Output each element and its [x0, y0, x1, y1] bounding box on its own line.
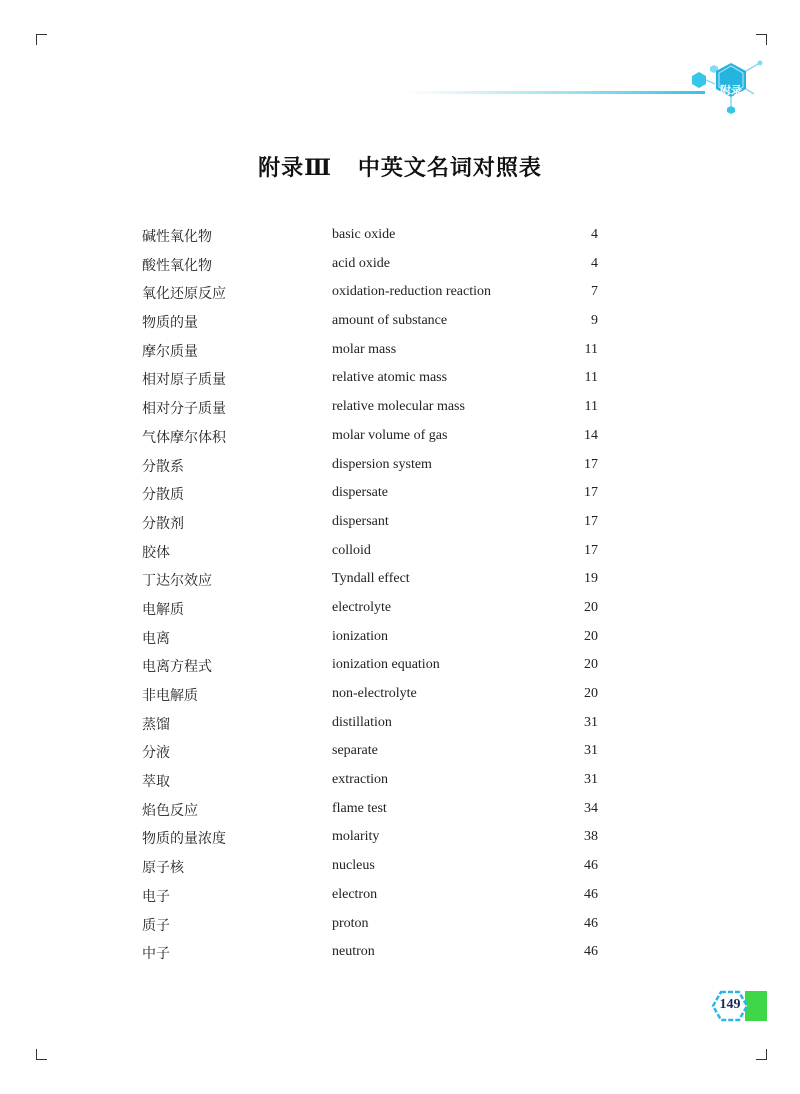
glossary-row — [142, 593, 602, 622]
crop-mark-bottom-right — [756, 1049, 767, 1060]
term-page: 17 — [584, 456, 598, 472]
appendix-badge-label: 附录 — [720, 84, 742, 97]
term-chinese: 碱性氧化物 — [142, 229, 212, 245]
term-page: 11 — [584, 399, 598, 415]
term-chinese: 丁达尔效应 — [142, 573, 212, 590]
term-chinese: 焰色反应 — [142, 802, 198, 819]
term-page: 34 — [584, 800, 598, 816]
term-page: 38 — [584, 829, 598, 845]
term-page: 20 — [584, 628, 598, 644]
term-chinese: 摩尔质量 — [142, 343, 198, 360]
term-english: dispersant — [332, 513, 389, 529]
glossary-row — [142, 880, 602, 909]
glossary-row — [142, 851, 602, 880]
header-gradient-line — [405, 91, 705, 94]
glossary-row — [142, 536, 602, 565]
crop-mark-top-right — [756, 34, 767, 45]
term-chinese: 相对分子质量 — [142, 401, 226, 418]
term-page: 7 — [591, 284, 598, 300]
term-english: dispersion system — [332, 456, 432, 472]
term-page: 20 — [584, 686, 598, 701]
term-chinese: 气体摩尔体积 — [142, 429, 226, 446]
term-page: 46 — [584, 858, 598, 874]
term-chinese: 电离方程式 — [142, 659, 212, 676]
term-page: 19 — [584, 571, 598, 587]
term-chinese: 分散系 — [142, 458, 184, 475]
glossary-row — [142, 794, 602, 823]
term-english: basic oxide — [332, 227, 396, 242]
term-chinese: 非电解质 — [142, 688, 198, 704]
glossary-row — [142, 736, 602, 765]
term-english: ionization — [332, 628, 388, 644]
glossary-row — [142, 306, 602, 335]
glossary-row — [142, 421, 602, 450]
glossary-row — [142, 277, 602, 306]
term-page: 46 — [584, 915, 598, 931]
term-chinese: 电子 — [142, 888, 170, 905]
page-title-part2: 中英文名词对照表 — [357, 154, 542, 181]
term-english: neutron — [332, 944, 375, 960]
term-english: distillation — [332, 714, 392, 730]
term-english: Tyndall effect — [332, 571, 410, 587]
term-page: 20 — [584, 599, 598, 615]
term-english: extraction — [332, 772, 388, 788]
term-page: 31 — [584, 743, 598, 759]
term-chinese: 蒸馏 — [142, 716, 170, 733]
term-chinese: 分散质 — [142, 487, 184, 504]
glossary-row — [142, 909, 602, 938]
glossary-row — [142, 765, 602, 794]
term-page: 14 — [584, 427, 598, 443]
term-chinese: 酸性氧化物 — [142, 257, 212, 274]
term-page: 31 — [584, 714, 598, 730]
term-page: 17 — [584, 542, 598, 558]
glossary-row — [142, 249, 602, 278]
term-english: nucleus — [332, 858, 375, 874]
term-chinese: 氧化还原反应 — [142, 286, 226, 303]
term-chinese: 分液 — [142, 745, 170, 762]
term-english: dispersate — [332, 485, 388, 501]
term-english: electrolyte — [332, 599, 392, 615]
term-english: molarity — [332, 829, 380, 845]
term-english: colloid — [332, 542, 371, 558]
term-chinese: 胶体 — [142, 544, 170, 561]
term-english: relative molecular mass — [332, 399, 465, 415]
term-chinese: 质子 — [142, 917, 170, 934]
glossary-row — [142, 622, 602, 651]
glossary-row — [142, 650, 602, 679]
term-page: 11 — [584, 370, 598, 386]
glossary-row — [142, 822, 602, 851]
term-chinese: 相对原子质量 — [142, 372, 226, 389]
term-page: 9 — [591, 313, 598, 329]
glossary-row — [142, 564, 602, 593]
term-english: oxidation-reduction reaction — [332, 284, 491, 300]
page-title — [0, 151, 800, 182]
glossary-row — [142, 478, 602, 507]
glossary-row — [142, 335, 602, 364]
term-chinese: 萃取 — [142, 774, 170, 791]
term-page: 46 — [584, 944, 598, 960]
glossary-row — [142, 363, 602, 392]
term-chinese: 电解质 — [142, 601, 184, 618]
glossary-row — [142, 220, 602, 249]
term-page: 46 — [584, 886, 598, 902]
term-english: ionization equation — [332, 657, 440, 673]
term-chinese: 物质的量浓度 — [142, 831, 226, 848]
term-english: molar volume of gas — [332, 427, 448, 443]
term-english: amount of substance — [332, 313, 448, 329]
page-edge-tab — [745, 991, 767, 1021]
crop-mark-bottom-left — [36, 1049, 47, 1060]
term-chinese: 原子核 — [142, 860, 184, 877]
glossary-row — [142, 679, 602, 708]
term-english: relative atomic mass — [332, 370, 448, 386]
term-chinese: 分散剂 — [142, 515, 184, 532]
term-english: proton — [332, 915, 369, 931]
glossary-row — [142, 937, 602, 966]
term-page: 31 — [584, 772, 598, 788]
crop-mark-top-left — [36, 34, 47, 45]
term-page: 17 — [584, 485, 598, 501]
term-english: acid oxide — [332, 255, 390, 271]
term-chinese: 中子 — [142, 946, 170, 963]
term-english: separate — [332, 743, 378, 759]
term-english: flame test — [332, 800, 387, 816]
term-english: non-electrolyte — [332, 686, 417, 701]
term-page: 17 — [584, 513, 598, 529]
page-title-part1: 附录Ⅲ — [258, 154, 332, 181]
page-number: 149 — [719, 997, 741, 1012]
glossary-row — [142, 392, 602, 421]
term-page: 11 — [584, 341, 598, 357]
term-page: 4 — [591, 255, 598, 271]
glossary-row — [142, 708, 602, 737]
glossary-row — [142, 507, 602, 536]
term-chinese: 物质的量 — [142, 315, 198, 332]
term-page: 20 — [584, 657, 598, 673]
glossary-row — [142, 450, 602, 479]
term-english: molar mass — [332, 341, 397, 357]
term-chinese: 电离 — [142, 630, 170, 647]
glossary-table — [142, 220, 602, 966]
term-page: 4 — [591, 227, 598, 242]
term-english: electron — [332, 886, 378, 902]
